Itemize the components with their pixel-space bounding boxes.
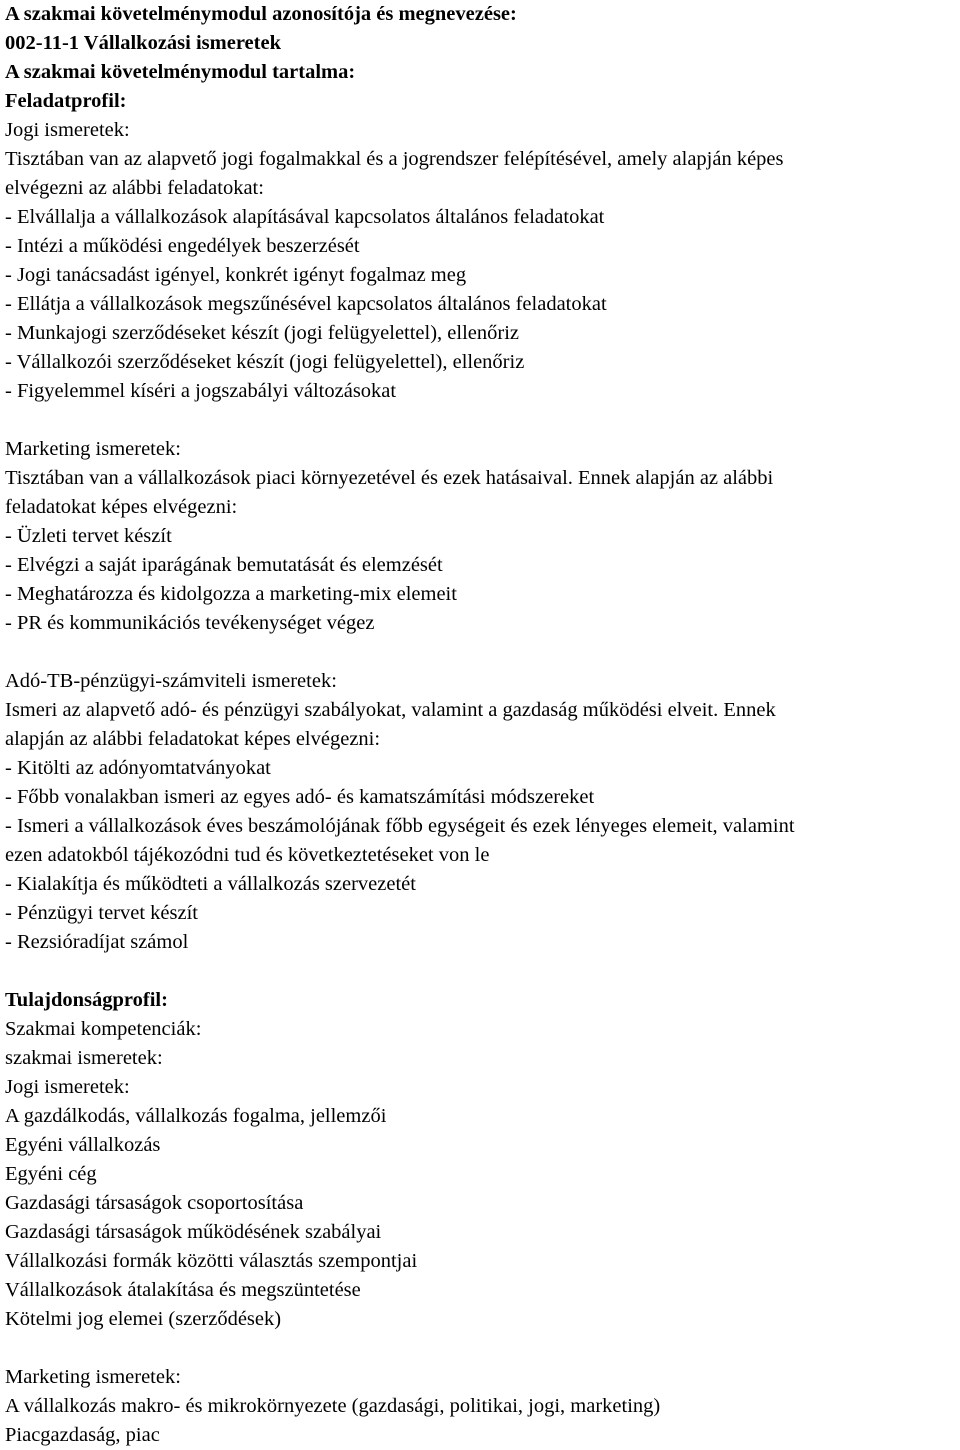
list-item: - Jogi tanácsadást igényel, konkrét igényt fogalmaz meg bbox=[5, 264, 467, 286]
section-heading: Adó-TB-pénzügyi-számviteli ismeretek: bbox=[5, 670, 337, 692]
property-profile-section bbox=[5, 986, 957, 1450]
intro-line: elvégezni az alábbi feladatokat: bbox=[5, 177, 264, 199]
list-item: - Elvégzi a saját iparágának bemutatását és elemzését bbox=[5, 554, 443, 576]
list-item: - Elvállalja a vállalkozások alapításával kapcsolatos általános feladatokat bbox=[5, 206, 605, 228]
list-item: - Ismeri a vállalkozások éves beszámolójának főbb egységeit és ezek lényeges elemeit, valamint bbox=[5, 815, 795, 837]
section-spacer bbox=[5, 638, 957, 667]
list-item: Vállalkozási formák közötti választás szempontjai bbox=[5, 1250, 418, 1272]
list-item: Gazdasági társaságok működésének szabályai bbox=[5, 1221, 382, 1243]
list-item: - Kitölti az adónyomtatványokat bbox=[5, 757, 271, 779]
intro-line: alapján az alábbi feladatokat képes elvégezni: bbox=[5, 728, 381, 750]
module-id: 002-11-1 Vállalkozási ismeretek bbox=[5, 32, 281, 54]
competence-heading: Szakmai kompetenciák: bbox=[5, 1018, 202, 1040]
list-item: - Meghatározza és kidolgozza a marketing-mix elemeit bbox=[5, 583, 457, 605]
module-id-heading: A szakmai követelménymodul azonosítója és megnevezése: bbox=[5, 3, 517, 25]
finance-task-section bbox=[5, 667, 957, 957]
intro-line: feladatokat képes elvégezni: bbox=[5, 496, 238, 518]
section-heading: Jogi ismeretek: bbox=[5, 1076, 130, 1098]
list-item: - Vállalkozói szerződéseket készít (jogi felügyelettel), ellenőriz bbox=[5, 351, 525, 373]
task-profile-heading: Feladatprofil: bbox=[5, 90, 127, 112]
section-spacer bbox=[5, 1334, 957, 1363]
property-profile-heading: Tulajdonságprofil: bbox=[5, 989, 168, 1011]
document-page bbox=[5, 0, 957, 1450]
section-heading: Marketing ismeretek: bbox=[5, 438, 181, 460]
section-heading: Marketing ismeretek: bbox=[5, 1366, 181, 1388]
legal-task-section bbox=[5, 116, 957, 406]
knowledge-heading: szakmai ismeretek: bbox=[5, 1047, 163, 1069]
list-item: - Rezsióradíjat számol bbox=[5, 931, 189, 953]
list-item: Kötelmi jog elemei (szerződések) bbox=[5, 1308, 282, 1330]
list-item: - PR és kommunikációs tevékenységet végez bbox=[5, 612, 375, 634]
list-item: - Ellátja a vállalkozások megszűnésével kapcsolatos általános feladatokat bbox=[5, 293, 607, 315]
list-item: Gazdasági társaságok csoportosítása bbox=[5, 1192, 304, 1214]
intro-line: Ismeri az alapvető adó- és pénzügyi szabályokat, valamint a gazdaság működési elveit. Ennek bbox=[5, 699, 776, 721]
list-item: - Munkajogi szerződéseket készít (jogi felügyelettel), ellenőriz bbox=[5, 322, 520, 344]
list-item: - Figyelemmel kíséri a jogszabályi változásokat bbox=[5, 380, 397, 402]
list-item: A vállalkozás makro- és mikrokörnyezete (gazdasági, politikai, jogi, marketing) bbox=[5, 1395, 661, 1417]
list-item: - Intézi a működési engedélyek beszerzését bbox=[5, 235, 360, 257]
list-item: Piacgazdaság, piac bbox=[5, 1424, 160, 1446]
list-item: Egyéni vállalkozás bbox=[5, 1134, 161, 1156]
list-item: - Pénzügyi tervet készít bbox=[5, 902, 198, 924]
section-heading: Jogi ismeretek: bbox=[5, 119, 130, 141]
module-content-heading: A szakmai követelménymodul tartalma: bbox=[5, 61, 356, 83]
section-spacer bbox=[5, 406, 957, 435]
section-spacer bbox=[5, 957, 957, 986]
intro-line: Tisztában van a vállalkozások piaci környezetével és ezek hatásaival. Ennek alapján az alábbi bbox=[5, 467, 774, 489]
list-item: - Üzleti tervet készít bbox=[5, 525, 172, 547]
list-item: - Főbb vonalakban ismeri az egyes adó- és kamatszámítási módszereket bbox=[5, 786, 595, 808]
list-item: Egyéni cég bbox=[5, 1163, 97, 1185]
list-item: A gazdálkodás, vállalkozás fogalma, jellemzői bbox=[5, 1105, 387, 1127]
list-item: - Kialakítja és működteti a vállalkozás szervezetét bbox=[5, 873, 416, 895]
list-item: ezen adatokból tájékozódni tud és következtetéseket von le bbox=[5, 844, 490, 866]
intro-line: Tisztában van az alapvető jogi fogalmakkal és a jogrendszer felépítésével, amely alapján képes bbox=[5, 148, 784, 170]
list-item: Vállalkozások átalakítása és megszüntetése bbox=[5, 1279, 361, 1301]
marketing-task-section bbox=[5, 435, 957, 638]
